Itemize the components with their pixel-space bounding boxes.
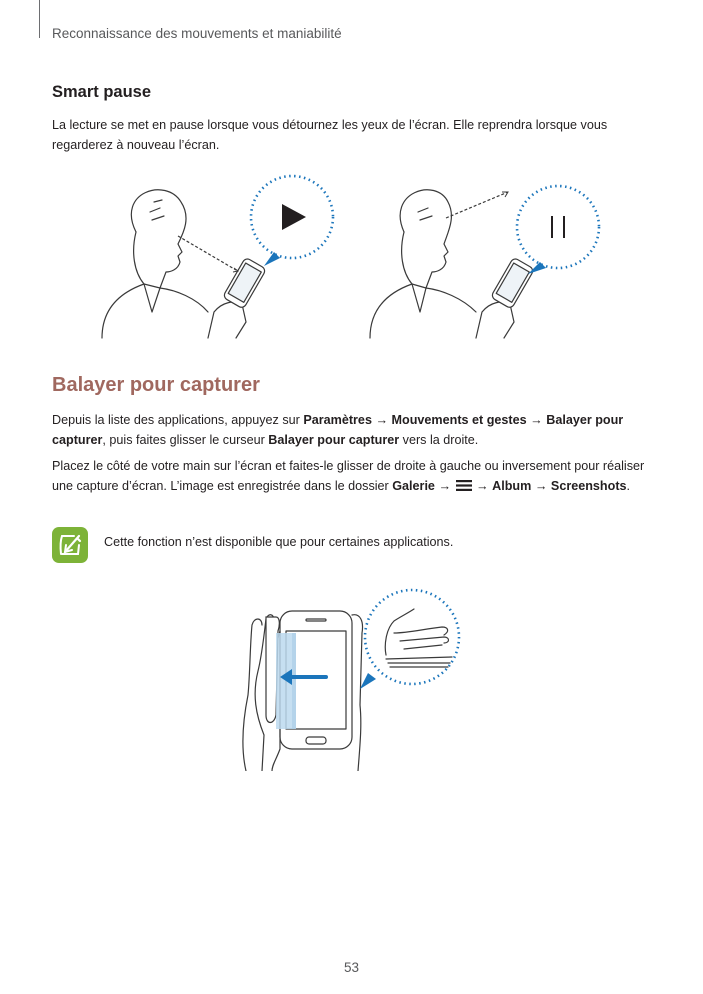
note-icon (52, 527, 88, 563)
swipe-capture-illustration (236, 585, 468, 771)
section-title-swipe-capture: Balayer pour capturer (52, 374, 260, 396)
smart-pause-illustration (96, 172, 608, 342)
person-shoulders (102, 284, 208, 338)
section-title-smart-pause: Smart pause (52, 83, 152, 101)
note-text: Cette fonction n’est disponible que pour certaines applications. (104, 535, 454, 549)
swipe-capture-description: Placez le côté de votre main sur l’écran et faites-le glisser de droite à gauche ou inversement pour réaliser une capture d’écran. L’image est enregistrée dans le dossier Galerie → → Album → Screenshots. (52, 459, 645, 493)
page-number: 53 (343, 960, 360, 975)
header-rule (39, 0, 40, 38)
phone-1 (223, 257, 267, 309)
note-pencil-icon (52, 527, 88, 563)
person-head (131, 190, 186, 288)
swipe-capture-instructions: Depuis la liste des applications, appuyez sur Paramètres → Mouvements et gestes → Balayer pour capturer, puis faites glisser le curseur Balayer pour capturer vers la droite. (52, 413, 624, 447)
smart-pause-description: La lecture se met en pause lorsque vous détournez les yeux de l’écran. Elle reprendra lorsque vous regarderez à nouveau l’écran. (52, 118, 608, 152)
menu-icon (456, 480, 472, 491)
running-header: Reconnaissance des mouvements et maniabilité (52, 26, 342, 41)
phone-2 (491, 257, 535, 309)
pause-circle (517, 186, 599, 268)
